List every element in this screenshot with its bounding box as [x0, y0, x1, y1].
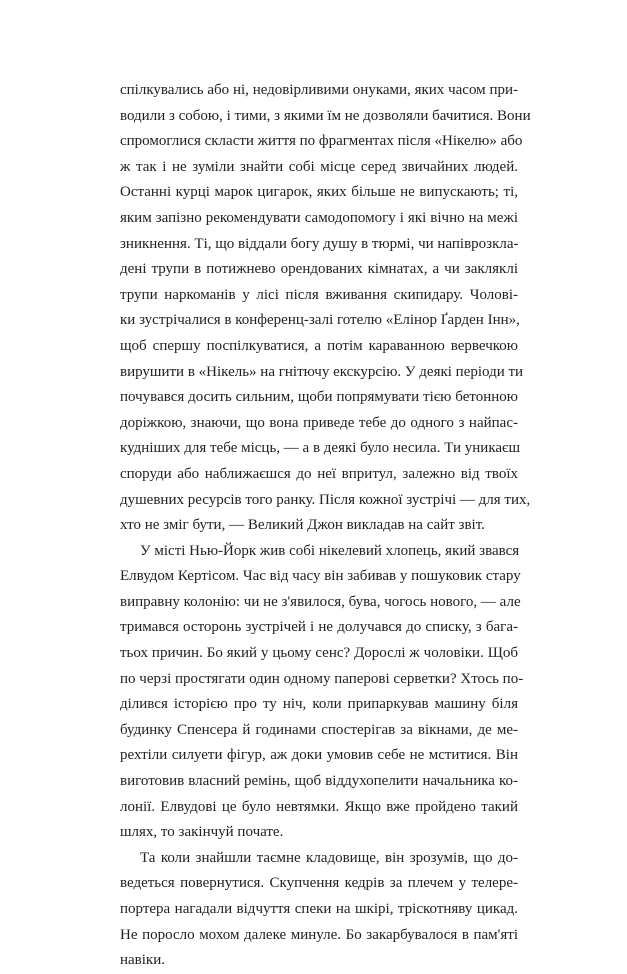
body-text — [120, 78, 531, 974]
text-line: трупи наркоманів у лісі після вживання скипидару. Чолові- — [120, 286, 518, 303]
paragraph — [120, 846, 518, 974]
text-line: Останні курці марок цигарок, яких більше не випускають; ті, — [120, 184, 518, 201]
text-line: зникнення. Ті, що віддали богу душу в тюрмі, чи напіврозкла- — [120, 235, 519, 252]
text-line: ки зустрічалися в конференц-залі готелю «Елінор Ґарден Інн», — [120, 312, 520, 329]
text-line: водили з собою, і тими, з якими їм не дозволяли бачитися. Вони — [120, 107, 531, 124]
text-line: щоб спершу поспілкуватися, а потім караванною вервечкою — [120, 337, 518, 354]
text-line: тьох причин. Бо який у цьому сенс? Дорослі ж чоловіки. Щоб — [120, 645, 518, 662]
text-line: лонії. Елвудові це було невтямки. Якщо вже пройдено такий — [120, 798, 518, 815]
text-line: навіки. — [120, 952, 165, 969]
text-line: дені трупи в потижнево орендованих кімнатах, а чи закляклі — [120, 261, 518, 278]
text-line: портера нагадали відчуття спеки на шкірі, тріскотняву цикад. — [120, 901, 518, 917]
text-line: виготовив власний ремінь, щоб віддухопелити начальника ко- — [120, 773, 518, 790]
text-line: ділився історією про ту ніч, коли припаркував машину біля — [120, 696, 518, 713]
text-line: споруди або наближаєшся до неї впритул, залежно від твоїх — [120, 465, 518, 482]
text-line: хто не зміг бути, — Великий Джон викладав на сайт звіт. — [120, 517, 485, 534]
text-line: тримався осторонь зустрічей і не долучався до списку, з бага- — [120, 619, 518, 636]
paragraph — [120, 539, 524, 846]
text-line: Та коли знайшли таємне кладовище, він зрозумів, що до- — [140, 849, 518, 866]
text-line: по черзі простягати один одному паперові серветки? Хтось по- — [120, 670, 524, 687]
text-line: Не поросло мохом далеке минуле. Бо закарбувалося в пам'яті — [120, 926, 518, 943]
text-line: доріжкою, знаючи, що вона приведе тебе до одного з найпас- — [120, 414, 518, 431]
paragraph — [120, 78, 531, 539]
text-line: виправну колонію: чи не з'явилося, бува, чогось нового, — але — [120, 593, 521, 610]
text-line: ведеться повернутися. Скупчення кедрів за плечем у телере- — [120, 875, 518, 892]
text-line: яким запізно рекомендувати самодопомогу і які вічно на межі — [120, 209, 518, 226]
text-line: шлях, то закінчуй почате. — [120, 824, 284, 841]
text-line: будинку Спенсера й годинами спостерігав за вікнами, де ме- — [120, 721, 518, 738]
text-line: рехтіли силуети фігур, аж доки умовив себе не мститися. Він — [120, 747, 518, 764]
text-line: ж так і не зуміли знайти собі місце серед звичайних людей. — [120, 158, 518, 175]
text-line: Елвудом Кертісом. Час від часу він забивав у пошуковик стару — [120, 568, 521, 585]
text-line: вирушити в «Нікель» на гнітючу екскурсію. У деякі періоди ти — [120, 363, 524, 380]
text-line: почувався досить сильним, щоби попрямувати тією бетонною — [120, 389, 518, 406]
text-line: У місті Нью-Йорк жив собі нікелевий хлопець, який звався — [140, 542, 520, 559]
text-line: душевних ресурсів того ранку. Після кожної зустрічі — для тих, — [120, 491, 531, 508]
text-line: спілкувались або ні, недовірливими онуками, яких часом при- — [120, 82, 518, 98]
text-line: кудніших для тебе місць, — а в деякі було несила. Ти уникаєш — [120, 440, 521, 457]
text-line: спромоглися скласти життя по фрагментах після «Нікелю» або — [120, 133, 523, 150]
